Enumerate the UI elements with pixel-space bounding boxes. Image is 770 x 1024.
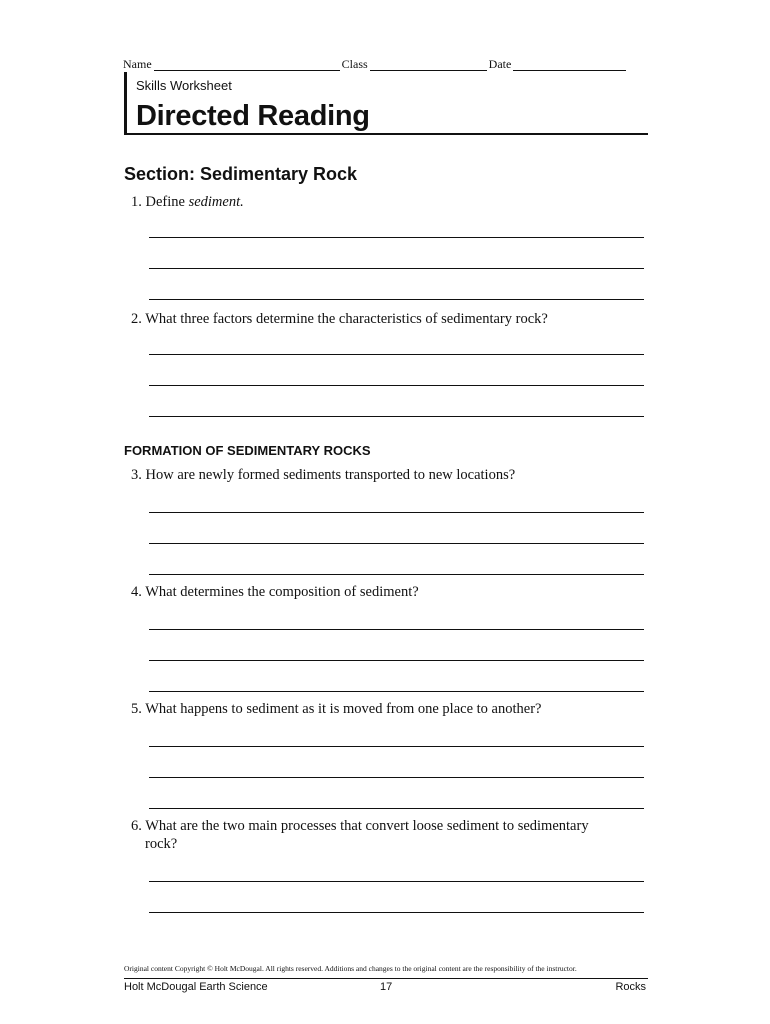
answer-line[interactable] bbox=[149, 808, 644, 809]
copyright-notice: Original content Copyright © Holt McDougal. All rights reserved. Additions and changes to the original content are the responsibility of the instructor. bbox=[124, 964, 577, 973]
question-number: 4. bbox=[131, 584, 142, 600]
question-text: What are the two main processes that convert loose sediment to sedimentary bbox=[145, 818, 589, 834]
date-field[interactable] bbox=[513, 60, 626, 71]
question-number: 1. bbox=[131, 194, 142, 210]
question-emphasis: sediment. bbox=[188, 194, 244, 210]
question-6 bbox=[131, 817, 641, 853]
page-title: Directed Reading bbox=[136, 100, 370, 132]
subsection-heading: FORMATION OF SEDIMENTARY ROCKS bbox=[124, 443, 371, 458]
class-field[interactable] bbox=[370, 60, 487, 71]
question-number: 2. bbox=[131, 311, 142, 327]
chapter-name: Rocks bbox=[615, 981, 646, 993]
page-number: 17 bbox=[380, 981, 393, 993]
question-4 bbox=[131, 583, 641, 601]
question-text: What happens to sediment as it is moved from one place to another? bbox=[145, 701, 542, 717]
question-text: How are newly formed sediments transported to new locations? bbox=[145, 467, 516, 483]
name-field[interactable] bbox=[154, 60, 340, 71]
question-2 bbox=[131, 310, 641, 328]
answer-line[interactable] bbox=[149, 912, 644, 913]
answer-line[interactable] bbox=[149, 237, 644, 238]
name-class-date-line bbox=[123, 57, 643, 72]
answer-line[interactable] bbox=[149, 512, 644, 513]
date-label: Date bbox=[488, 57, 512, 71]
answer-line[interactable] bbox=[149, 881, 644, 882]
answer-line[interactable] bbox=[149, 268, 644, 269]
section-heading: Section: Sedimentary Rock bbox=[124, 164, 358, 184]
answer-line[interactable] bbox=[149, 385, 644, 386]
publisher-name: Holt McDougal Earth Science bbox=[124, 981, 268, 993]
answer-line[interactable] bbox=[149, 746, 644, 747]
question-text: What determines the composition of sediment? bbox=[145, 584, 419, 600]
answer-line[interactable] bbox=[149, 574, 644, 575]
question-text-continued: rock? bbox=[145, 836, 178, 852]
answer-line[interactable] bbox=[149, 543, 644, 544]
answer-line[interactable] bbox=[149, 660, 644, 661]
answer-line[interactable] bbox=[149, 354, 644, 355]
question-number: 3. bbox=[131, 467, 142, 483]
answer-line[interactable] bbox=[149, 777, 644, 778]
answer-line[interactable] bbox=[149, 629, 644, 630]
question-text: Define bbox=[145, 194, 189, 210]
answer-line[interactable] bbox=[149, 416, 644, 417]
question-3 bbox=[131, 466, 641, 484]
worksheet-header bbox=[124, 72, 648, 135]
question-text: What three factors determine the characteristics of sedimentary rock? bbox=[145, 311, 548, 327]
question-1 bbox=[131, 193, 641, 211]
footer-divider bbox=[124, 978, 648, 979]
class-label: Class bbox=[341, 57, 368, 71]
question-5 bbox=[131, 700, 641, 718]
answer-line[interactable] bbox=[149, 299, 644, 300]
page-footer bbox=[124, 981, 646, 993]
question-number: 6. bbox=[131, 818, 142, 834]
worksheet-kicker: Skills Worksheet bbox=[136, 78, 232, 93]
answer-line[interactable] bbox=[149, 691, 644, 692]
question-number: 5. bbox=[131, 701, 142, 717]
name-label: Name bbox=[123, 57, 152, 71]
